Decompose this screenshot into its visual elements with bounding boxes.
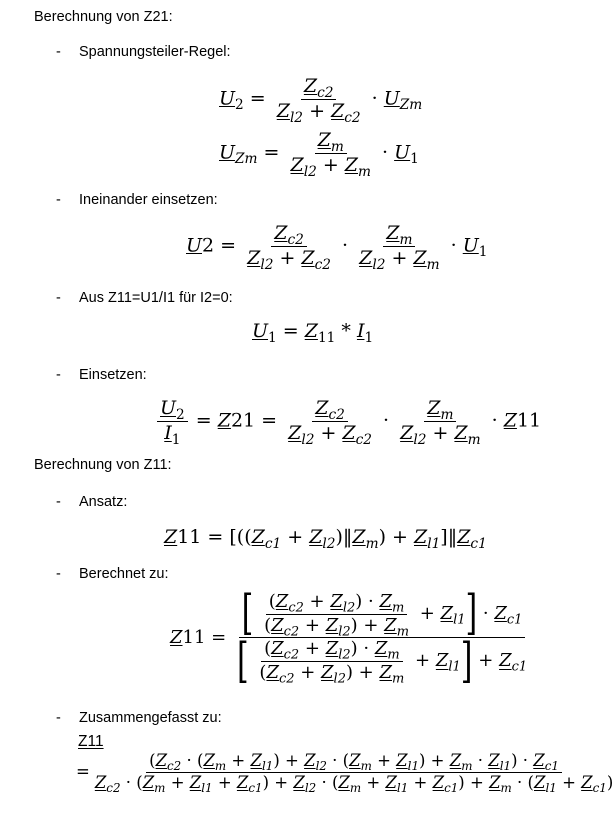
- equation-u2-combined: U2 = $\frac{Z_{c2}}{Z_{l2} + Z_{c2}}$ · $\frac{Z_m}{Z_{l2} + Z_m}$ · $U_1$: [186, 222, 488, 273]
- bullet-dash: -: [56, 290, 61, 306]
- bullet-dash: -: [56, 367, 61, 383]
- bullet-dash: -: [56, 494, 61, 510]
- equation-z11-ansatz: $Z11 = [((Z_{c1}$ + $Z_{l2})‖Z_m$) + $Z_{l1}]‖Z_{c1}$: [164, 526, 487, 552]
- heading-z21: [34, 9, 173, 25]
- bullet-dash: -: [56, 710, 61, 726]
- equation-u1-z11: $U_1 = Z_{11} * I_1$: [252, 320, 374, 346]
- equation-u2-divider: $U_2$ = $\frac{Z_{c2}}{Z_{l2} + Z_{c2}}$ · $U_{Zm}$: [219, 75, 423, 126]
- bullet-dash: -: [56, 192, 61, 208]
- bullet-dash: -: [56, 44, 61, 60]
- equation-final-lhs-text: Z11: [78, 733, 104, 750]
- equation-final-lhs: [78, 733, 104, 751]
- bullet-ansatz: Ansatz:: [79, 494, 128, 510]
- equation-z11-final: = $(Z_{c2} \cdot (Z_m + Z_{l1}) + Z_{l2} \cdot (Z_m + Z_{l1}) + Z_m \cdot Z_{l1}) \cdot Z_{c1}$ $Z_{c2} \cdot (Z_m + Z_{l1} + Z_{c1}) + Z_{l2} \cdot (Z_m + Z_{l1} + Z_{c1}) + Z_m \cdot (Z_{l1} + Z_{c1})$: [76, 751, 613, 796]
- equation-z11-computed: Z11 = [ $\frac{(Z_{c2} + Z_{l2}) \cdot Z_m}{(Z_{c2} + Z_{l2}) + Z_m}$ + $Z_{l1}] \cdot Z_{c1}$ [ $\frac{(Z_{c2} + Z_{l2}) \cdot Z_m}{(Z_{c2} + Z_{l2}) + Z_m}$ + $Z_{l1}] + Z_{c1}$: [170, 585, 528, 689]
- equation-uzm-divider: $U_{Zm}$ = $\frac{Z_m}{Z_{l2} + Z_m}$ · $U_1$: [219, 129, 419, 180]
- heading-z21-text: Berechnung von Z21:: [34, 9, 173, 25]
- bullet-spannungsteiler: Spannungsteiler-Regel:: [79, 44, 231, 60]
- equation-z21-result: $\frac{U_2}{I_1}$ = Z21 = $\frac{Z_{c2}}{Z_{l2} + Z_{c2}}$ · $\frac{Z_m}{Z_{l2} + Z_m}$ · Z11: [155, 398, 541, 445]
- bullet-zusammengefasst: Zusammengefasst zu:: [79, 710, 222, 726]
- bullet-dash: -: [56, 566, 61, 582]
- heading-z11: [34, 457, 172, 473]
- heading-z11-text: Berechnung von Z11:: [34, 457, 172, 473]
- bullet-aus-z11: Aus Z11=U1/I1 für I2=0:: [79, 290, 233, 306]
- bullet-berechnet: Berechnet zu:: [79, 566, 169, 582]
- bullet-ineinander: Ineinander einsetzen:: [79, 192, 218, 208]
- bullet-einsetzen: Einsetzen:: [79, 367, 147, 383]
